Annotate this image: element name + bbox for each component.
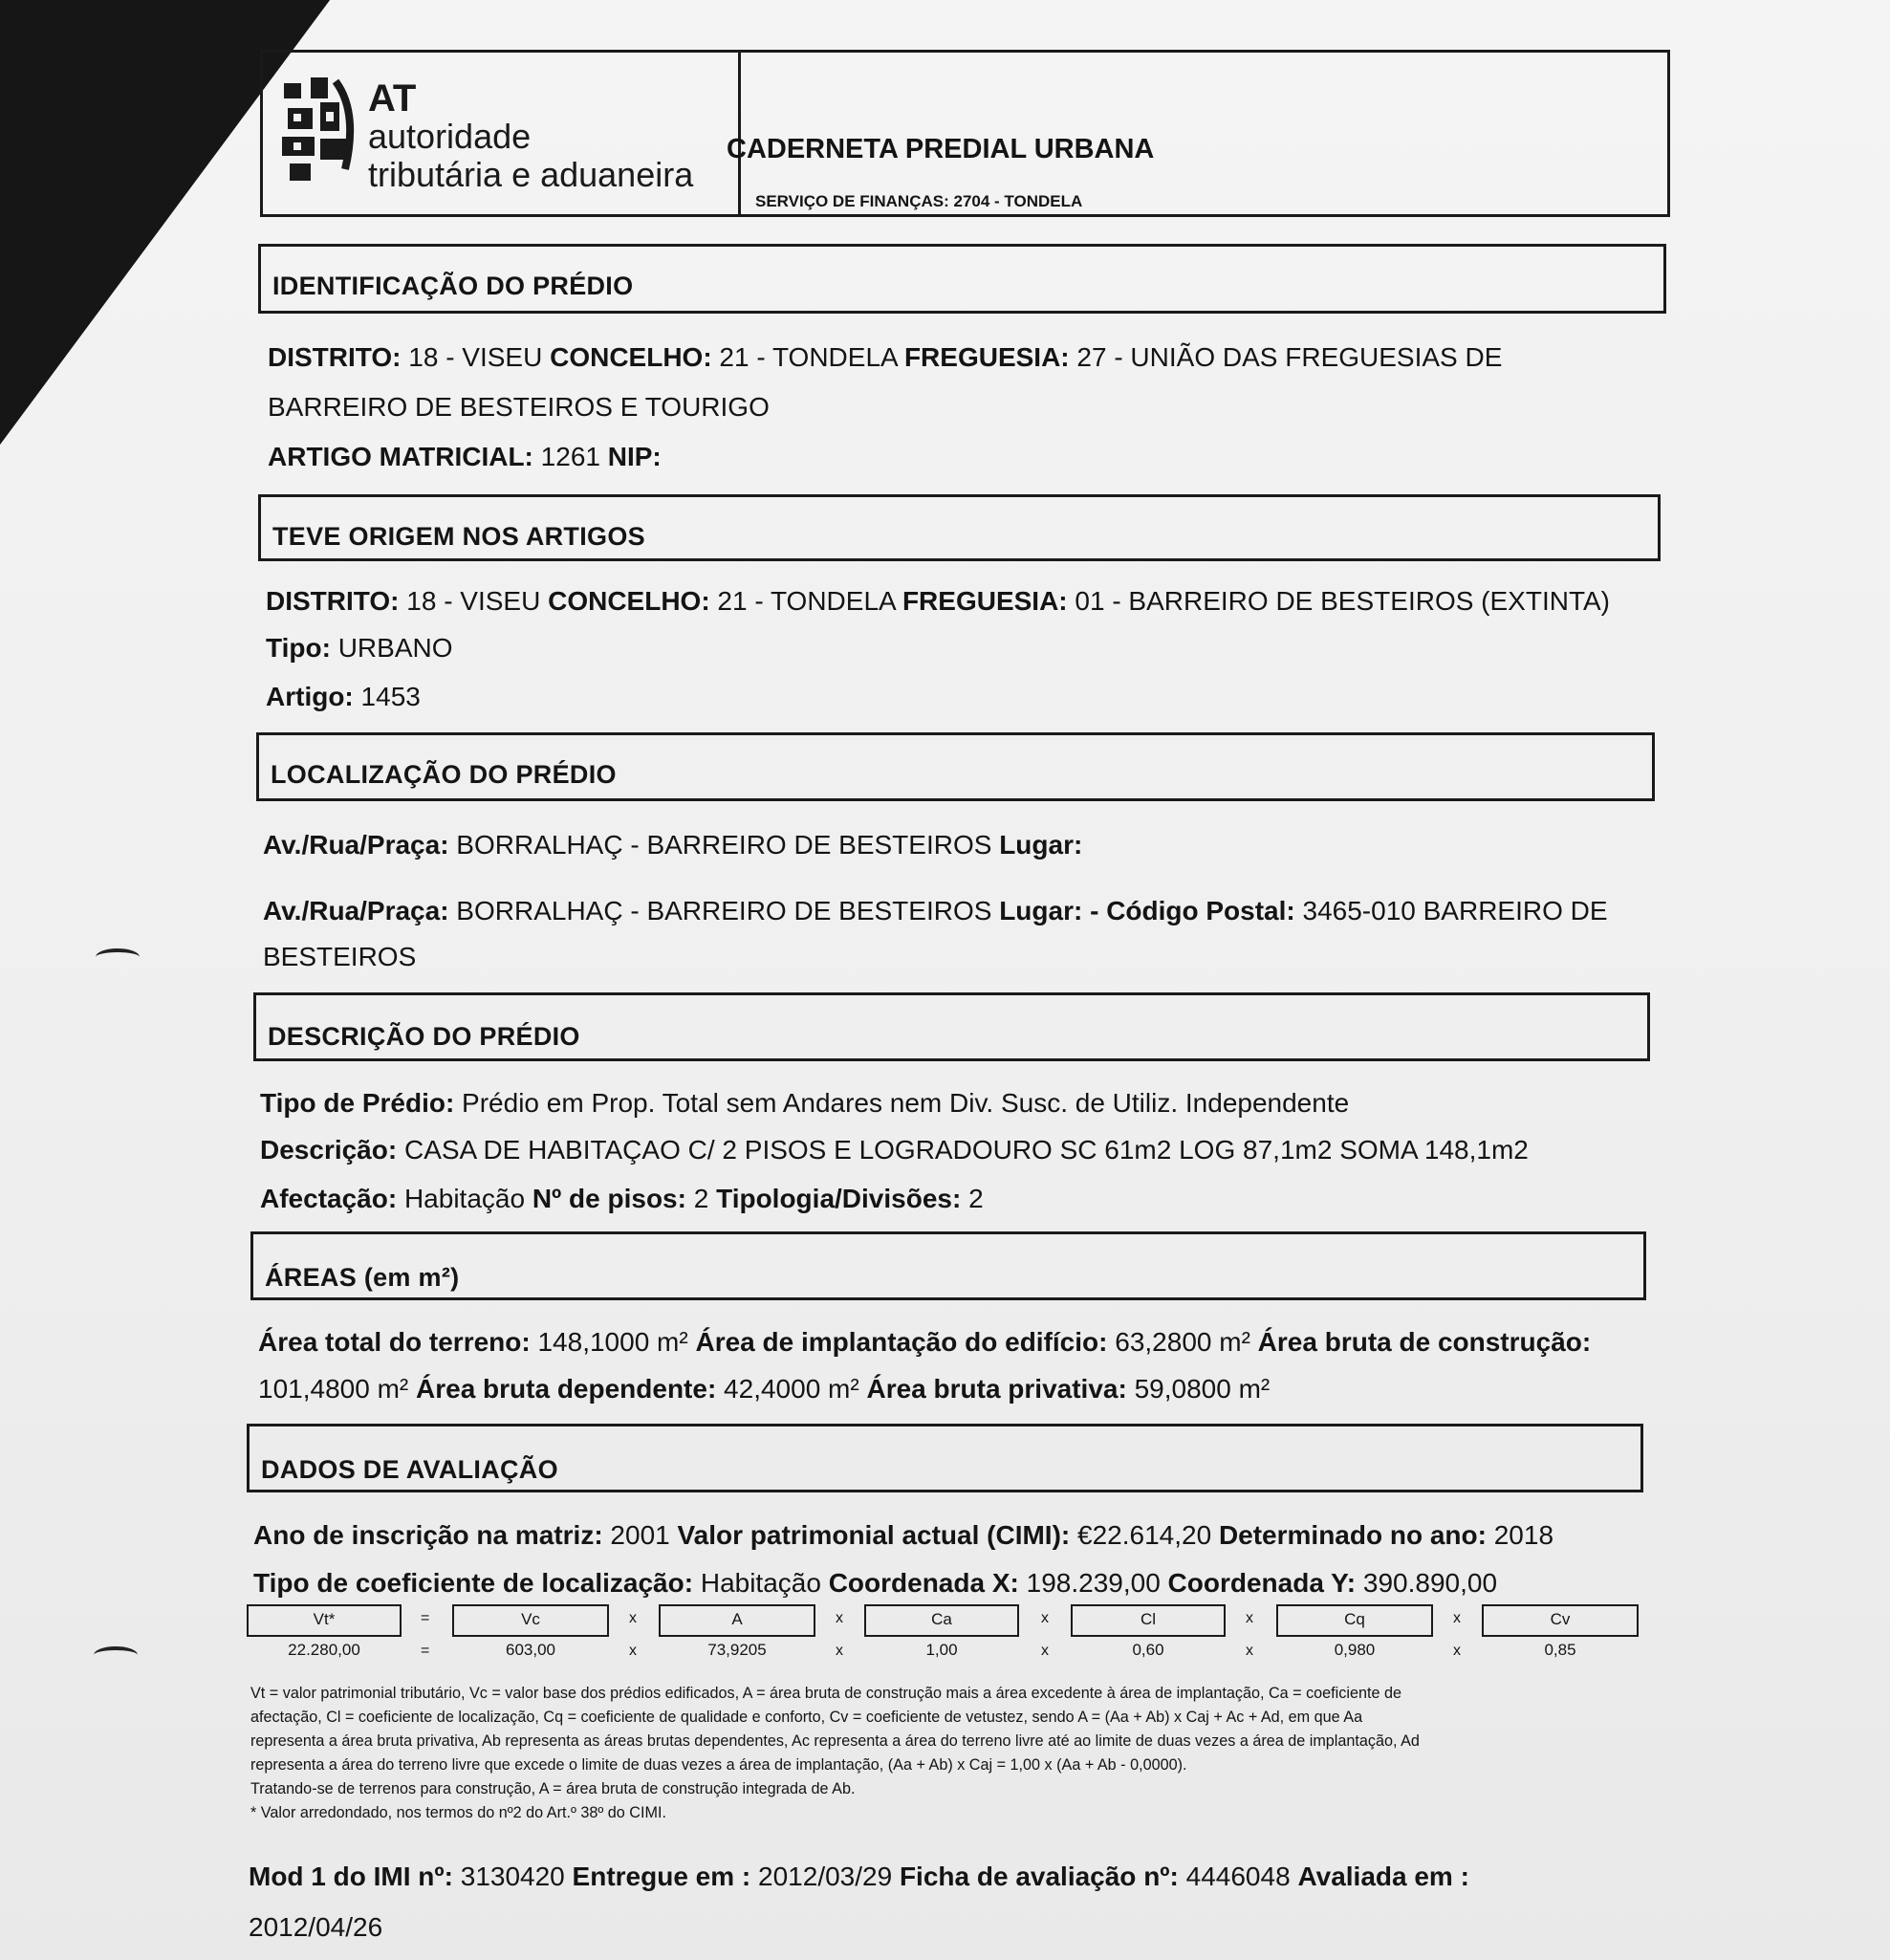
formula-header-cv: Cv	[1482, 1604, 1639, 1637]
document-subtitle: SERVIÇO DE FINANÇAS: 2704 - TONDELA	[755, 192, 1083, 210]
value: 3130420	[452, 1862, 573, 1891]
formula-value-ca: 1,00	[925, 1641, 958, 1659]
formula-header-ca: Ca	[864, 1604, 1019, 1637]
label: Ano de inscrição na matriz:	[253, 1520, 603, 1550]
formula-operator: x	[1453, 1610, 1461, 1626]
label: FREGUESIA:	[903, 342, 1070, 372]
value: 2012/03/29	[750, 1862, 900, 1891]
mod1-avaliada-date: 2012/04/26	[249, 1912, 383, 1942]
value: €22.614,20	[1070, 1520, 1219, 1550]
label: Lugar: - Código Postal:	[999, 896, 1295, 926]
avaliacao-line-2	[253, 1568, 1497, 1599]
areas-line-1	[258, 1327, 1591, 1358]
value: 148,1000 m²	[530, 1327, 696, 1357]
origem-line-2	[266, 633, 453, 664]
staple-mark	[96, 948, 140, 966]
footnote-line: representa a área bruta privativa, Ab representa as áreas brutas dependentes, Ac representa a área do terreno livre até ao limite de duas vezes a área de implantação, Ad	[250, 1732, 1420, 1750]
label: Coordenada X:	[828, 1568, 1019, 1598]
footnote-line: afectação, Cl = coeficiente de localização, Cq = coeficiente de qualidade e conforto, Cv = coeficiente de vetustez, sendo A = (Aa + Ab) x Caj + Ac + Ad, em que Aa	[250, 1709, 1363, 1726]
label: Afectação:	[260, 1184, 398, 1213]
localizacao-line-3: BESTEIROS	[263, 942, 417, 971]
label: CONCELHO:	[550, 342, 712, 372]
value: 21 - TONDELA	[711, 342, 904, 372]
value: 1261	[532, 442, 608, 471]
label: Artigo:	[266, 682, 354, 711]
label: Área bruta de construção:	[1257, 1327, 1592, 1357]
formula-operator: =	[421, 1610, 430, 1626]
label: DISTRITO:	[268, 342, 402, 372]
mod1-line	[249, 1862, 1469, 1892]
label: Av./Rua/Praça:	[263, 896, 449, 926]
section-identificacao	[258, 244, 1666, 314]
label: Descrição:	[260, 1135, 398, 1165]
formula-header-cl: Cl	[1071, 1604, 1226, 1637]
identificacao-line-1	[268, 342, 1502, 373]
label: Valor patrimonial actual (CIMI):	[677, 1520, 1071, 1550]
value: 2001	[602, 1520, 678, 1550]
formula-operator: x	[1041, 1610, 1049, 1626]
identificacao-line-3	[268, 442, 662, 472]
value: BORRALHAÇ - BARREIRO DE BESTEIROS	[448, 896, 1000, 926]
value: 1453	[353, 682, 421, 711]
label: Determinado no ano:	[1218, 1520, 1487, 1550]
label: FREGUESIA:	[902, 586, 1068, 616]
descricao-line-1	[260, 1088, 1349, 1119]
areas-line-2	[258, 1374, 1270, 1405]
section-title: DESCRIÇÃO DO PRÉDIO	[268, 1022, 580, 1051]
label: Tipo de coeficiente de localização:	[253, 1568, 694, 1598]
label: NIP:	[607, 442, 662, 471]
logo-at-text: AT	[368, 77, 417, 120]
label: Lugar:	[999, 830, 1083, 860]
footnote-line: Tratando-se de terrenos para construção, A = área bruta de construção integrada de Ab.	[250, 1780, 856, 1797]
formula-value-cv: 0,85	[1544, 1641, 1576, 1659]
formula-value-a: 73,9205	[707, 1641, 767, 1659]
origem-line-3	[266, 682, 421, 712]
value: 390.890,00	[1356, 1568, 1498, 1598]
formula-operator: x	[629, 1643, 637, 1659]
label: Mod 1 do IMI nº:	[249, 1862, 453, 1891]
identificacao-line-2: BARREIRO DE BESTEIROS E TOURIGO	[268, 392, 770, 422]
value: 18 - VISEU	[401, 342, 551, 372]
formula-value-cq: 0,980	[1334, 1641, 1376, 1659]
label: Tipologia/Divisões:	[716, 1184, 962, 1213]
section-title: ÁREAS (em m²)	[265, 1263, 460, 1292]
label: Coordenada Y:	[1167, 1568, 1357, 1598]
localizacao-line-1	[263, 830, 1082, 860]
footnote-line: * Valor arredondado, nos termos do nº2 do Art.º 38º do CIMI.	[250, 1804, 666, 1821]
formula-operator: =	[421, 1643, 430, 1659]
value: 59,0800 m²	[1126, 1374, 1271, 1404]
staple-mark	[94, 1646, 138, 1664]
label: Av./Rua/Praça:	[263, 830, 449, 860]
formula-operator: x	[1246, 1643, 1253, 1659]
section-origem	[258, 494, 1661, 561]
label: Avaliada em :	[1297, 1862, 1469, 1891]
formula-header-vc: Vc	[452, 1604, 609, 1637]
descricao-line-3	[260, 1184, 984, 1214]
label: Área de implantação do edifício:	[695, 1327, 1108, 1357]
label: Tipo de Prédio:	[260, 1088, 455, 1118]
value: 63,2800 m²	[1107, 1327, 1258, 1357]
value: 101,4800 m²	[258, 1374, 416, 1404]
formula-header-cq: Cq	[1276, 1604, 1433, 1637]
value: Habitação	[693, 1568, 829, 1598]
value: 18 - VISEU	[399, 586, 549, 616]
formula-value-vt: 22.280,00	[288, 1641, 360, 1659]
label: Ficha de avaliação nº:	[899, 1862, 1179, 1891]
value: 2	[685, 1184, 717, 1213]
section-descricao	[253, 992, 1650, 1061]
value: URBANO	[330, 633, 453, 663]
formula-header-a: A	[659, 1604, 815, 1637]
label: Tipo:	[266, 633, 331, 663]
value: Prédio em Prop. Total sem Andares nem Div. Susc. de Utiliz. Independente	[454, 1088, 1350, 1118]
at-logo-emblem-icon	[278, 74, 360, 188]
formula-value-cl: 0,60	[1132, 1641, 1164, 1659]
value: CASA DE HABITAÇAO C/ 2 PISOS E LOGRADOURO SC 61m2 LOG 87,1m2 SOMA 148,1m2	[397, 1135, 1529, 1165]
formula-operator: x	[1246, 1610, 1253, 1626]
descricao-line-2	[260, 1135, 1529, 1165]
value: 2018	[1486, 1520, 1554, 1550]
formula-operator: x	[1453, 1643, 1461, 1659]
label: CONCELHO:	[548, 586, 710, 616]
value: 2	[961, 1184, 984, 1213]
document-title: CADERNETA PREDIAL URBANA	[727, 134, 1155, 164]
value: 3465-010 BARREIRO DE	[1294, 896, 1608, 926]
formula-operator: x	[836, 1610, 843, 1626]
label: ARTIGO MATRICIAL:	[268, 442, 533, 471]
section-title: IDENTIFICAÇÃO DO PRÉDIO	[272, 272, 634, 300]
footnote-line: Vt = valor patrimonial tributário, Vc = valor base dos prédios edificados, A = área bruta de construção mais a área excedente à área de implantação, Ca = coeficiente de	[250, 1685, 1401, 1702]
formula-value-vc: 603,00	[506, 1641, 555, 1659]
label: Área bruta privativa:	[866, 1374, 1127, 1404]
value: 42,4000 m²	[716, 1374, 867, 1404]
section-title: TEVE ORIGEM NOS ARTIGOS	[272, 522, 645, 551]
label: Área total do terreno:	[258, 1327, 531, 1357]
section-title: LOCALIZAÇÃO DO PRÉDIO	[271, 760, 617, 789]
value: 198.239,00	[1018, 1568, 1168, 1598]
label: DISTRITO:	[266, 586, 400, 616]
label: Nº de pisos:	[532, 1184, 686, 1213]
section-areas	[250, 1231, 1646, 1300]
section-localizacao	[256, 732, 1655, 801]
origem-line-1	[266, 586, 1610, 617]
localizacao-line-2	[263, 896, 1608, 926]
label: Área bruta dependente:	[416, 1374, 717, 1404]
formula-operator: x	[1041, 1643, 1049, 1659]
value: 21 - TONDELA	[709, 586, 902, 616]
section-avaliacao	[247, 1424, 1643, 1492]
value: Habitação	[397, 1184, 532, 1213]
formula-operator: x	[629, 1610, 637, 1626]
value: 01 - BARREIRO DE BESTEIROS (EXTINTA)	[1067, 586, 1610, 616]
formula-header-vt: Vt*	[247, 1604, 402, 1637]
value: 4446048	[1178, 1862, 1298, 1891]
logo-line-2: tributária e aduaneira	[368, 155, 694, 194]
label: Entregue em :	[572, 1862, 751, 1891]
value: 27 - UNIÃO DAS FREGUESIAS DE	[1069, 342, 1503, 372]
at-logo	[272, 62, 731, 206]
avaliacao-line-1	[253, 1520, 1553, 1551]
section-title: DADOS DE AVALIAÇÃO	[261, 1455, 558, 1484]
formula-operator: x	[836, 1643, 843, 1659]
footnote-line: representa a área do terreno livre que excede o limite de duas vezes a área de implantação, (Aa + Ab) x Caj = 1,00 x (Aa + Ab - 0,0000).	[250, 1756, 1187, 1774]
value: BORRALHAÇ - BARREIRO DE BESTEIROS	[448, 830, 1000, 860]
logo-line-1: autoridade	[368, 117, 532, 156]
